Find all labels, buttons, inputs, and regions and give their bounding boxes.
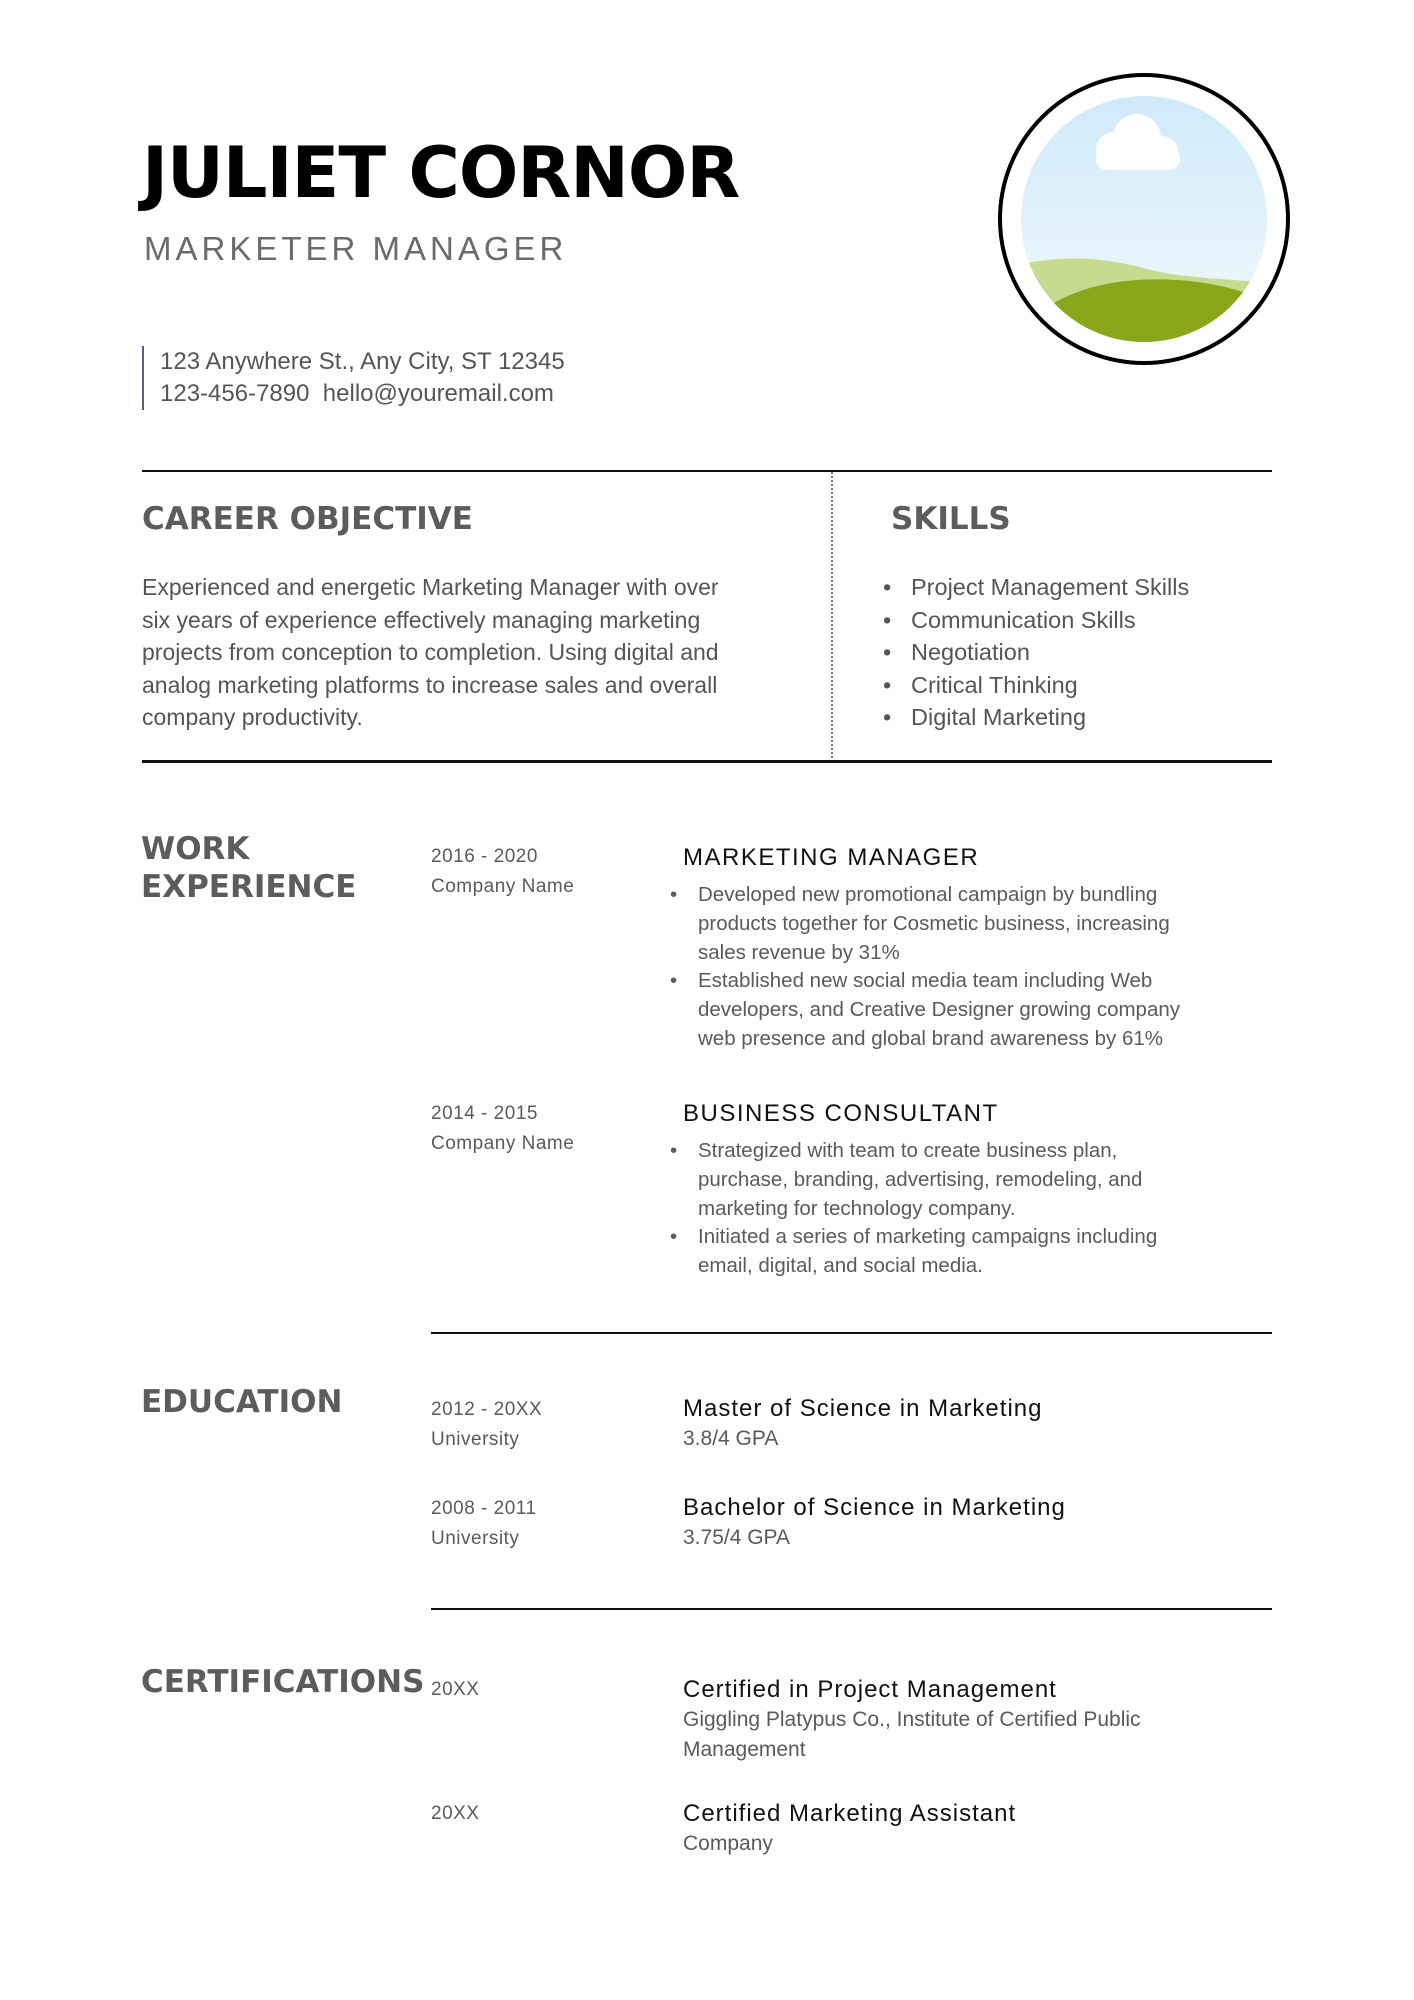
job-title: BUSINESS CONSULTANT bbox=[683, 1100, 999, 1127]
divider-education bbox=[431, 1608, 1272, 1610]
certification-issuer: Giggling Platypus Co., Institute of Certified Public Management bbox=[683, 1708, 1141, 1761]
certification-detail bbox=[683, 1675, 1143, 1765]
skill-item: • Digital Marketing bbox=[881, 701, 1189, 734]
skill-item: • Project Management Skills bbox=[881, 571, 1189, 604]
education-detail bbox=[683, 1394, 1042, 1454]
job-bullet: • Developed new promotional campaign by bundling products together for Cosmetic business, increasing sales revenue by 31% bbox=[670, 881, 1210, 967]
education-meta bbox=[431, 1395, 542, 1455]
job-company: Company Name bbox=[431, 876, 575, 897]
degree-title: Bachelor of Science in Marketing bbox=[683, 1494, 1066, 1521]
job-company: Company Name bbox=[431, 1133, 575, 1154]
work-experience-title bbox=[141, 830, 356, 906]
address: 123 Anywhere St., Any City, ST 12345 bbox=[160, 348, 565, 375]
skills-list bbox=[881, 571, 1189, 734]
education-dates: 2012 - 20XX bbox=[431, 1399, 543, 1420]
job-title: MARKETING MANAGER bbox=[683, 844, 980, 871]
certification-year: 20XX bbox=[431, 1679, 480, 1700]
education-title: EDUCATION bbox=[141, 1384, 343, 1420]
skills-title: SKILLS bbox=[891, 501, 1011, 537]
education-detail bbox=[683, 1493, 1066, 1553]
divider-top bbox=[142, 470, 1272, 472]
education-institution: University bbox=[431, 1528, 520, 1549]
job-bullets bbox=[670, 1137, 1200, 1281]
job-bullet: • Established new social media team including Web developers, and Creative Designer growing company web presence and global brand awareness by 61% bbox=[670, 967, 1210, 1053]
degree-gpa: 3.8/4 GPA bbox=[683, 1427, 779, 1450]
job-meta bbox=[431, 1099, 574, 1159]
divider-work bbox=[431, 1332, 1272, 1334]
skill-item: • Communication Skills bbox=[881, 604, 1189, 637]
divider-middle bbox=[142, 760, 1272, 763]
skill-item: • Critical Thinking bbox=[881, 669, 1189, 702]
degree-gpa: 3.75/4 GPA bbox=[683, 1526, 791, 1549]
job-dates: 2014 - 2015 bbox=[431, 1103, 538, 1124]
certifications-title: CERTIFICATIONS bbox=[141, 1664, 425, 1700]
work-title-line1: WORK bbox=[141, 831, 250, 867]
career-objective-text: Experienced and energetic Marketing Manager with over six years of experience effectively managing marketing projects from conception to completion. Using digital and analog marketing platforms to increase sales and overall company productivity. bbox=[142, 574, 719, 730]
certification-year: 20XX bbox=[431, 1803, 480, 1824]
certification-name: Certified in Project Management bbox=[683, 1676, 1057, 1703]
job-role: MARKETER MANAGER bbox=[144, 230, 568, 267]
education-institution: University bbox=[431, 1429, 520, 1450]
certification-detail bbox=[683, 1799, 1016, 1859]
job-meta bbox=[431, 842, 574, 902]
applicant-name: JULIET CORNOR bbox=[142, 132, 740, 214]
job-bullet: • Initiated a series of marketing campaigns including email, digital, and social media. bbox=[670, 1223, 1200, 1281]
certification-name: Certified Marketing Assistant bbox=[683, 1800, 1017, 1827]
work-title-line2: EXPERIENCE bbox=[141, 869, 357, 905]
career-objective-title: CAREER OBJECTIVE bbox=[142, 501, 473, 537]
certification-issuer: Company bbox=[683, 1832, 773, 1855]
skill-item: • Negotiation bbox=[881, 636, 1189, 669]
job-dates: 2016 - 2020 bbox=[431, 846, 538, 867]
phone-email: 123-456-7890 hello@youremail.com bbox=[160, 380, 554, 407]
job-bullet: • Strategized with team to create business plan, purchase, branding, advertising, remodeling, and marketing for technology company. bbox=[670, 1137, 1200, 1223]
profile-photo-placeholder bbox=[997, 72, 1291, 366]
education-dates: 2008 - 2011 bbox=[431, 1498, 537, 1519]
contact-info bbox=[142, 346, 565, 410]
degree-title: Master of Science in Marketing bbox=[683, 1395, 1043, 1422]
divider-vertical bbox=[831, 472, 833, 762]
job-bullets bbox=[670, 881, 1210, 1054]
education-meta bbox=[431, 1494, 537, 1554]
